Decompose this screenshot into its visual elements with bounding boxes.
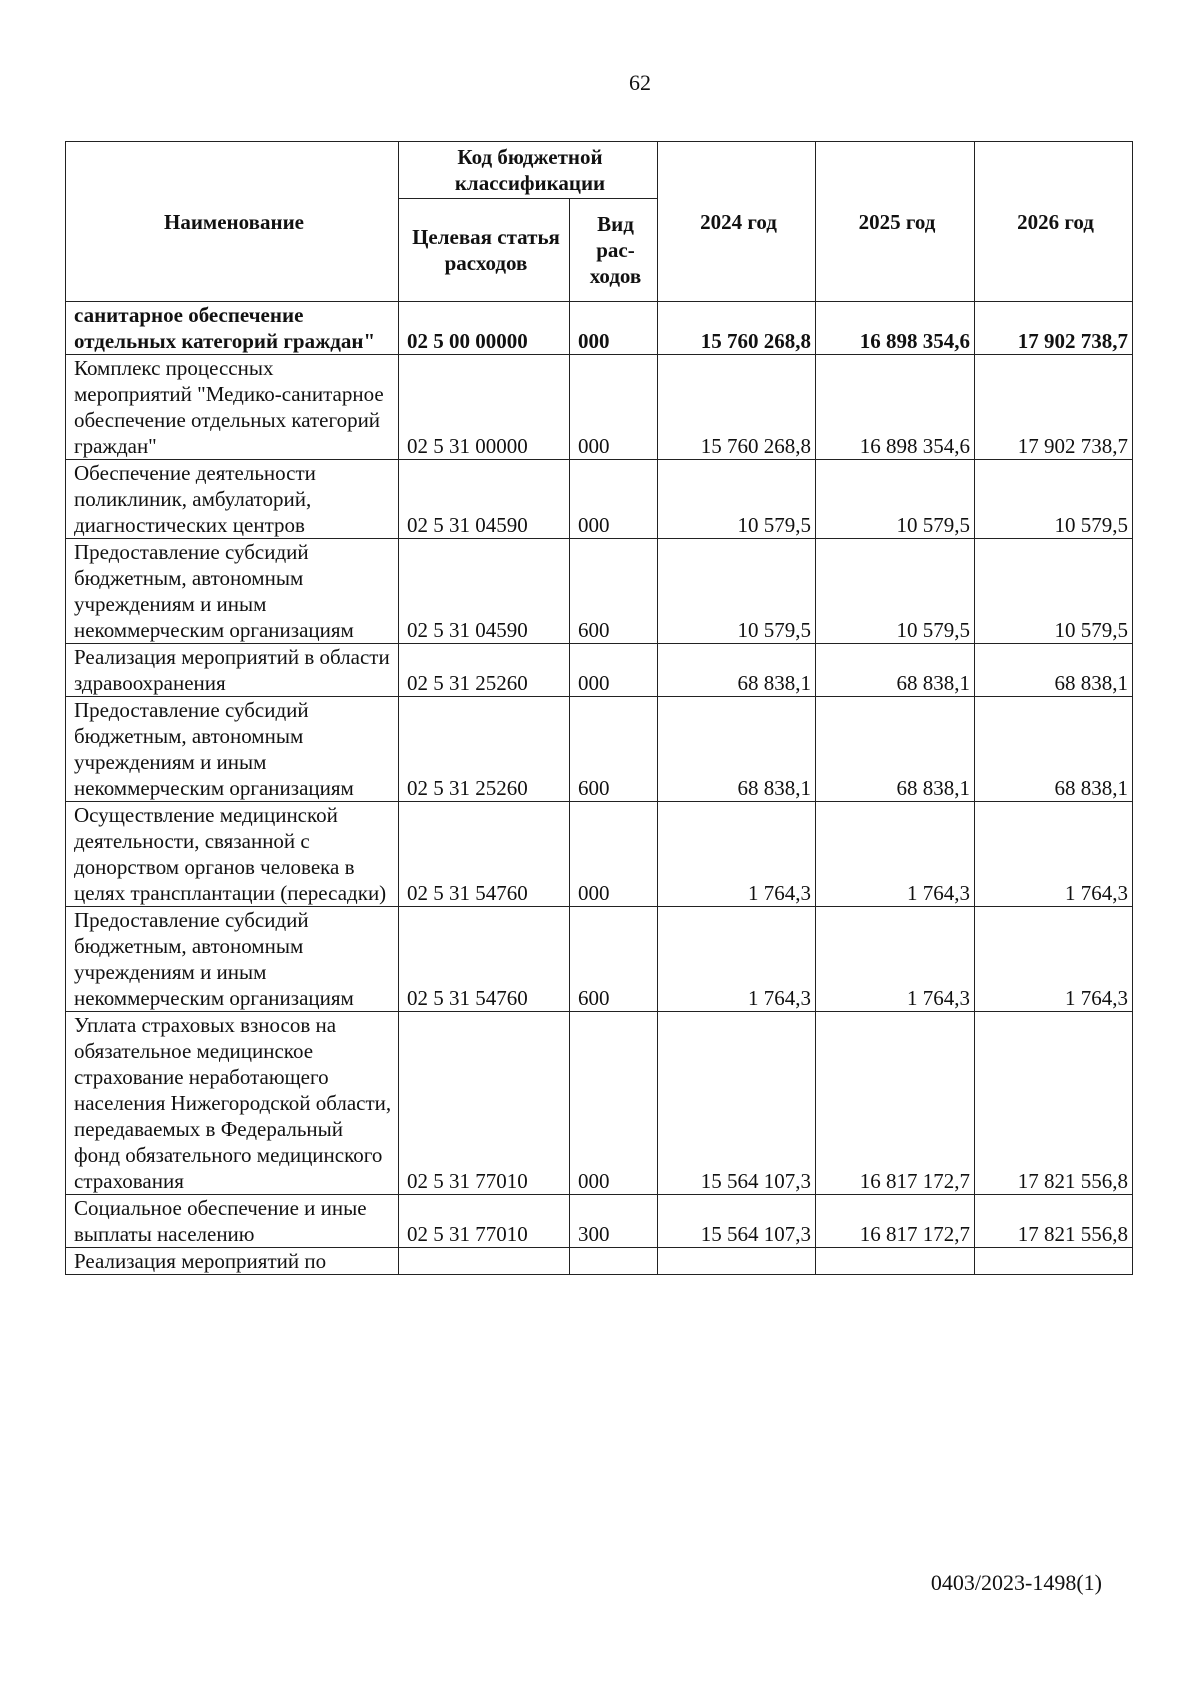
header-2025: 2025 год: [816, 142, 975, 302]
row-amount-2026: [975, 1248, 1133, 1275]
row-amount-2024: 10 579,5: [658, 460, 816, 539]
table-row: [66, 907, 1133, 1012]
row-name: Социальное обеспечение и иные выплаты населению: [66, 1195, 399, 1248]
row-amount-2026: 1 764,3: [975, 802, 1133, 907]
row-expense-type: 600: [570, 907, 658, 1012]
row-amount-2026: 68 838,1: [975, 644, 1133, 697]
row-target-article: 02 5 00 00000: [399, 302, 570, 355]
row-amount-2024: 68 838,1: [658, 697, 816, 802]
table-row: [66, 1012, 1133, 1195]
row-amount-2026: 17 902 738,7: [975, 302, 1133, 355]
row-expense-type: [570, 1248, 658, 1275]
budget-table: [65, 141, 1133, 1275]
row-target-article: 02 5 31 54760: [399, 907, 570, 1012]
row-amount-2024: 10 579,5: [658, 539, 816, 644]
row-amount-2026: 17 821 556,8: [975, 1012, 1133, 1195]
header-target-article: Целевая статья расходов: [399, 199, 570, 302]
page-number: 62: [629, 70, 651, 95]
row-name: Предоставление субсидий бюджетным, автономным учреждениям и иным некоммерческим организациям: [66, 697, 399, 802]
table-row: [66, 539, 1133, 644]
row-amount-2026: 10 579,5: [975, 460, 1133, 539]
table-row: [66, 802, 1133, 907]
row-amount-2024: 15 760 268,8: [658, 302, 816, 355]
row-amount-2024: 1 764,3: [658, 907, 816, 1012]
row-target-article: 02 5 31 77010: [399, 1012, 570, 1195]
row-amount-2024: 68 838,1: [658, 644, 816, 697]
header-2024: 2024 год: [658, 142, 816, 302]
row-expense-type: 000: [570, 355, 658, 460]
row-name: Осуществление медицинской деятельности, связанной с донорством органов человека в целях трансплантации (пересадки): [66, 802, 399, 907]
row-expense-type: 300: [570, 1195, 658, 1248]
row-name: Реализация мероприятий в области здравоохранения: [66, 644, 399, 697]
table-row: [66, 302, 1133, 355]
row-amount-2025: 10 579,5: [816, 460, 975, 539]
row-amount-2025: 68 838,1: [816, 697, 975, 802]
row-amount-2026: 10 579,5: [975, 539, 1133, 644]
row-expense-type: 000: [570, 460, 658, 539]
row-amount-2025: 1 764,3: [816, 802, 975, 907]
table-row: [66, 355, 1133, 460]
header-code-group: Код бюджетной классификации: [399, 142, 658, 199]
row-target-article: [399, 1248, 570, 1275]
table-row: [66, 1248, 1133, 1275]
row-expense-type: 000: [570, 644, 658, 697]
row-name: Комплекс процессных мероприятий "Медико-санитарное обеспечение отдельных категорий граждан": [66, 355, 399, 460]
row-amount-2025: 16 898 354,6: [816, 355, 975, 460]
row-expense-type: 600: [570, 539, 658, 644]
row-name: Реализация мероприятий по: [66, 1248, 399, 1275]
row-target-article: 02 5 31 04590: [399, 460, 570, 539]
row-amount-2026: 1 764,3: [975, 907, 1133, 1012]
table-row: [66, 644, 1133, 697]
row-amount-2024: 15 564 107,3: [658, 1012, 816, 1195]
row-expense-type: 000: [570, 802, 658, 907]
row-amount-2024: 1 764,3: [658, 802, 816, 907]
row-amount-2026: 17 821 556,8: [975, 1195, 1133, 1248]
row-name: Обеспечение деятельности поликлиник, амбулаторий, диагностических центров: [66, 460, 399, 539]
row-amount-2024: 15 564 107,3: [658, 1195, 816, 1248]
row-amount-2024: 15 760 268,8: [658, 355, 816, 460]
row-amount-2026: 68 838,1: [975, 697, 1133, 802]
row-target-article: 02 5 31 25260: [399, 697, 570, 802]
row-name: санитарное обеспечение отдельных категорий граждан": [66, 302, 399, 355]
row-expense-type: 600: [570, 697, 658, 802]
row-amount-2025: 16 817 172,7: [816, 1012, 975, 1195]
row-amount-2024: [658, 1248, 816, 1275]
row-expense-type: 000: [570, 302, 658, 355]
row-amount-2025: 1 764,3: [816, 907, 975, 1012]
row-name: Уплата страховых взносов на обязательное медицинское страхование неработающего населения Нижегородской области, передаваемых в Федеральный фонд обязательного медицинского страхования: [66, 1012, 399, 1195]
row-target-article: 02 5 31 54760: [399, 802, 570, 907]
row-amount-2025: 16 898 354,6: [816, 302, 975, 355]
row-amount-2025: [816, 1248, 975, 1275]
row-amount-2025: 68 838,1: [816, 644, 975, 697]
table-row: [66, 697, 1133, 802]
row-target-article: 02 5 31 00000: [399, 355, 570, 460]
table-row: [66, 460, 1133, 539]
header-2026: 2026 год: [975, 142, 1133, 302]
row-name: Предоставление субсидий бюджетным, автономным учреждениям и иным некоммерческим организациям: [66, 907, 399, 1012]
header-expense-type: Вид рас-ходов: [570, 199, 658, 302]
row-amount-2025: 10 579,5: [816, 539, 975, 644]
row-amount-2026: 17 902 738,7: [975, 355, 1133, 460]
document-id: 0403/2023-1498(1): [930, 1570, 1102, 1595]
row-target-article: 02 5 31 25260: [399, 644, 570, 697]
row-target-article: 02 5 31 04590: [399, 539, 570, 644]
table-row: [66, 1195, 1133, 1248]
row-expense-type: 000: [570, 1012, 658, 1195]
row-amount-2025: 16 817 172,7: [816, 1195, 975, 1248]
header-name: Наименование: [66, 142, 399, 302]
row-name: Предоставление субсидий бюджетным, автономным учреждениям и иным некоммерческим организациям: [66, 539, 399, 644]
row-target-article: 02 5 31 77010: [399, 1195, 570, 1248]
